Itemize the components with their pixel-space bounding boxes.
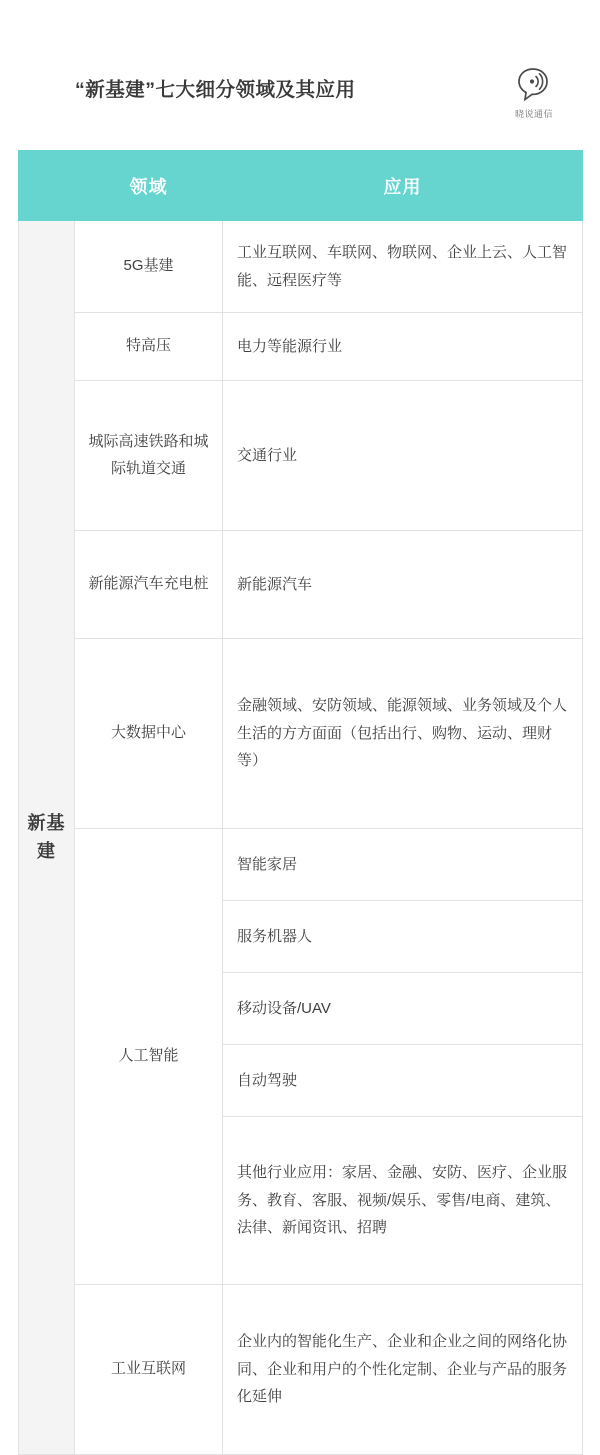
app-cell-rail: 交通行业	[223, 381, 583, 531]
header-blank-cell	[19, 151, 75, 221]
group-label-cell: 新基建	[19, 221, 75, 1455]
field-cell-5g: 5G基建	[75, 221, 223, 313]
app-cell-big-data: 金融领域、安防领域、能源领域、业务领域及个人生活的方方面面（包括出行、购物、运动、理财等）	[223, 639, 583, 829]
table-row	[19, 531, 583, 639]
table-header-row	[19, 151, 583, 221]
new-infrastructure-table	[18, 150, 583, 1455]
app-cell-industrial-internet: 企业内的智能化生产、企业和企业之间的网络化协同、企业和用户的个性化定制、企业与产品的服务化延伸	[223, 1285, 583, 1455]
app-cell-uhv: 电力等能源行业	[223, 313, 583, 381]
app-cell-ai-autonomous-driving: 自动驾驶	[223, 1045, 583, 1117]
table-row	[19, 829, 583, 901]
app-cell-ev-charging: 新能源汽车	[223, 531, 583, 639]
field-cell-ai: 人工智能	[75, 829, 223, 1285]
app-cell-ai-service-robot: 服务机器人	[223, 901, 583, 973]
table-row	[19, 221, 583, 313]
table-row	[19, 313, 583, 381]
app-cell-5g: 工业互联网、车联网、物联网、企业上云、人工智能、远程医疗等	[223, 221, 583, 313]
page-header	[0, 0, 600, 150]
header-application-column: 应用	[223, 151, 583, 221]
table-row	[19, 639, 583, 829]
brand-logo	[498, 62, 570, 120]
field-cell-industrial-internet: 工业互联网	[75, 1285, 223, 1455]
brand-logo-text: 晓说通信	[514, 109, 553, 119]
field-cell-rail: 城际高速铁路和城际轨道交通	[75, 381, 223, 531]
header-field-column: 领域	[75, 151, 223, 221]
table-row	[19, 1285, 583, 1455]
field-cell-uhv: 特高压	[75, 313, 223, 381]
app-cell-ai-smart-home: 智能家居	[223, 829, 583, 901]
speech-bubble-signal-icon	[513, 62, 555, 104]
app-cell-ai-mobile-uav: 移动设备/UAV	[223, 973, 583, 1045]
field-cell-big-data: 大数据中心	[75, 639, 223, 829]
page-title: “新基建”七大细分领域及其应用	[75, 79, 356, 102]
app-cell-ai-other-industries: 其他行业应用：家居、金融、安防、医疗、企业服务、教育、客服、视频/娱乐、零售/电商、建筑、法律、新闻资讯、招聘	[223, 1117, 583, 1285]
table-container	[0, 150, 600, 1455]
field-cell-ev-charging: 新能源汽车充电桩	[75, 531, 223, 639]
table-row	[19, 381, 583, 531]
